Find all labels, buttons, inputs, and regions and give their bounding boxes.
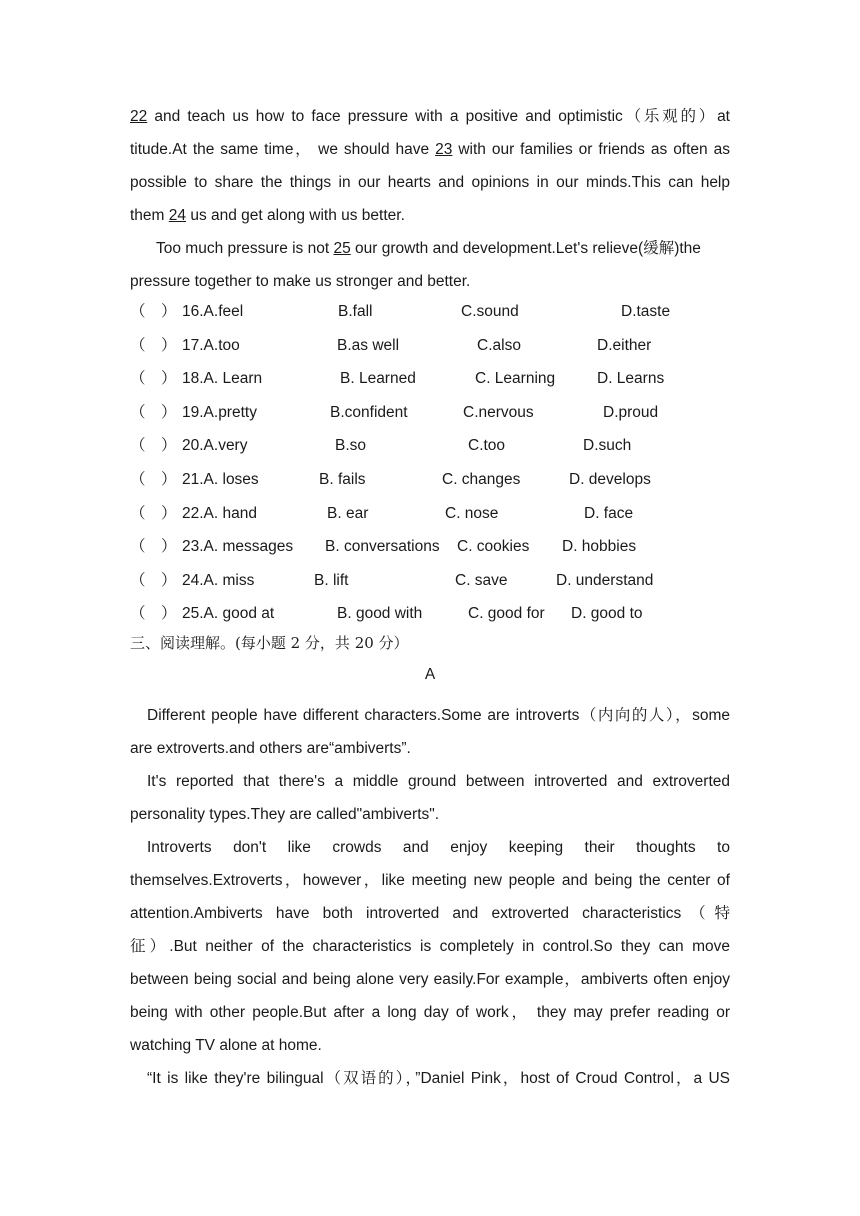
reading-line: personality types.They are called"ambiverts". <box>130 806 440 823</box>
option-a: 25.A. good at <box>182 605 275 623</box>
question-row <box>130 564 750 598</box>
passage-line <box>156 232 730 265</box>
option-d: D. face <box>584 504 634 522</box>
reading-line: It's reported that there's a middle ground between introverted and extroverted <box>147 773 730 790</box>
reading-line: attention.Ambiverts have both introverted and extroverted characteristics（特 <box>130 905 730 922</box>
question-row <box>130 463 750 497</box>
option-b: B. lift <box>314 571 349 589</box>
option-b: B.as well <box>337 336 400 354</box>
question-row <box>130 530 750 564</box>
answer-bracket[interactable]: （ ） <box>130 437 177 455</box>
passage-text: us and get along with us better. <box>186 207 405 224</box>
option-b: B. fails <box>319 471 366 488</box>
option-b: B.confident <box>330 403 408 421</box>
option-d: D.proud <box>603 403 659 421</box>
option-a: 18.A. Learn <box>182 370 263 388</box>
reading-line: Different people have different characters.Some are introverts（内向的人），some <box>147 707 730 724</box>
option-d: D. good to <box>571 605 643 623</box>
option-b: B. good with <box>337 605 423 623</box>
answer-bracket[interactable]: （ ） <box>130 605 177 623</box>
blank-number: 23 <box>435 141 453 158</box>
option-d: D. understand <box>556 571 654 589</box>
question-row <box>130 597 750 631</box>
question-row <box>130 429 750 463</box>
question-row <box>130 362 750 396</box>
passage-text: Too much pressure is not <box>156 240 334 257</box>
option-c: C. save <box>455 571 508 589</box>
option-d: D. hobbies <box>562 538 637 556</box>
option-a: 19.A.pretty <box>182 403 257 421</box>
option-a: 23.A. messages <box>182 538 294 556</box>
passage-line <box>130 133 730 166</box>
option-b: B. ear <box>327 504 369 522</box>
option-c: C.too <box>468 437 506 455</box>
passage-text: titude.At the same time， we should have <box>130 141 436 158</box>
option-c: C. changes <box>442 471 521 488</box>
option-d: D.either <box>597 336 652 354</box>
option-c: C.also <box>477 336 521 354</box>
passage-label: A <box>424 666 436 683</box>
reading-line: watching TV alone at home. <box>130 1037 322 1054</box>
answer-bracket[interactable]: （ ） <box>130 471 177 488</box>
option-a: 16.A.feel <box>182 303 244 320</box>
blank-number: 22 <box>130 108 148 125</box>
answer-bracket[interactable]: （ ） <box>130 370 177 388</box>
passage-line: pressure together to make us stronger and better. <box>130 273 471 290</box>
passage-text: our growth and development.Let's relieve(缓解)the <box>350 240 701 257</box>
section-heading: 三、阅读理解。(每小题 2 分，共 20 分） <box>130 634 409 652</box>
option-d: D.such <box>583 437 632 455</box>
option-b: B.so <box>335 437 367 455</box>
option-a: 24.A. miss <box>182 571 255 589</box>
option-c: C. good for <box>468 605 545 623</box>
passage-line: possible to share the things in our hearts and opinions in our minds.This can help <box>130 174 730 191</box>
question-row <box>130 396 750 430</box>
reading-line: Introverts don't like crowds and enjoy keeping their thoughts to <box>147 839 730 856</box>
option-a: 21.A. loses <box>182 471 259 488</box>
question-row <box>130 497 750 531</box>
passage-text: and teach us how to face pressure with a positive and optimistic（乐观的）at <box>147 108 730 125</box>
reading-line: being with other people.But after a long day of work， they may prefer reading or <box>130 1004 730 1021</box>
option-a: 17.A.too <box>182 336 240 354</box>
option-a: 20.A.very <box>182 437 248 455</box>
reading-line: between being social and being alone very easily.For example，ambiverts often enjoy <box>130 971 730 988</box>
answer-bracket[interactable]: （ ） <box>130 538 177 556</box>
reading-line: are extroverts.and others are“ambiverts”. <box>130 740 411 757</box>
option-c: C. nose <box>445 504 499 522</box>
answer-bracket[interactable]: （ ） <box>130 336 177 354</box>
passage-line <box>130 199 730 232</box>
reading-line: 征）.But neither of the characteristics is completely in control.So they can move <box>130 938 730 955</box>
option-b: B. Learned <box>340 370 416 388</box>
passage-text: them <box>130 207 169 224</box>
question-row <box>130 329 750 363</box>
option-d: D. develops <box>569 471 651 488</box>
option-c: C.sound <box>461 303 519 320</box>
option-c: C.nervous <box>463 403 534 421</box>
passage-text: with our families or friends as often as <box>452 141 730 158</box>
option-a: 22.A. hand <box>182 504 257 522</box>
reading-line: themselves.Extroverts，however，like meeting new people and being the center of <box>130 872 730 889</box>
option-d: D.taste <box>621 303 671 320</box>
option-d: D. Learns <box>597 370 665 388</box>
blank-number: 24 <box>168 207 187 224</box>
question-row <box>130 295 750 329</box>
option-b: B. conversations <box>325 538 440 556</box>
answer-bracket[interactable]: （ ） <box>130 504 177 522</box>
blank-number: 25 <box>333 240 351 257</box>
option-b: B.fall <box>338 303 373 320</box>
option-c: C. Learning <box>475 370 556 388</box>
passage-line <box>130 100 730 133</box>
answer-bracket[interactable]: （ ） <box>130 303 177 320</box>
answer-bracket[interactable]: （ ） <box>130 403 177 421</box>
reading-line: “It is like they're bilingual（双语的），”Daniel Pink，host of Croud Control，a US <box>147 1070 730 1087</box>
option-c: C. cookies <box>457 538 530 556</box>
answer-bracket[interactable]: （ ） <box>130 571 177 589</box>
